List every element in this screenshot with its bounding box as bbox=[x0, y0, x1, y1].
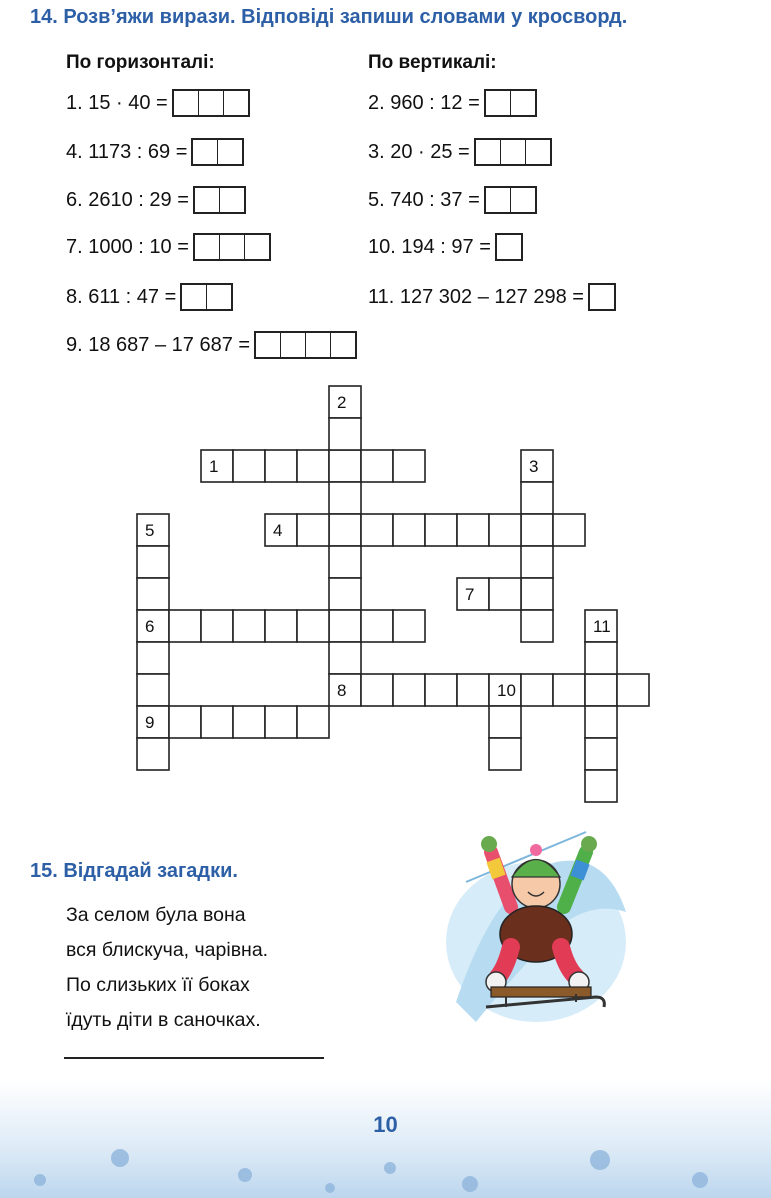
crossword-cell[interactable] bbox=[585, 642, 617, 674]
crossword-cell[interactable] bbox=[329, 546, 361, 578]
answer-line[interactable] bbox=[64, 1057, 324, 1059]
crossword-cell[interactable] bbox=[585, 770, 617, 802]
crossword-cell[interactable] bbox=[617, 674, 649, 706]
crossword-cell[interactable] bbox=[297, 450, 329, 482]
crossword-cell[interactable] bbox=[137, 642, 169, 674]
crossword-clue-number: 6 bbox=[145, 617, 155, 636]
expression-text: 4. 1173 : 69 = bbox=[66, 140, 188, 163]
crossword-cell[interactable] bbox=[169, 706, 201, 738]
crossword-cell[interactable] bbox=[521, 578, 553, 610]
snow-footer bbox=[0, 1080, 771, 1198]
crossword-cell[interactable] bbox=[329, 450, 361, 482]
expression-text: 5. 740 : 37 = bbox=[368, 188, 480, 211]
crossword-cell[interactable] bbox=[489, 738, 521, 770]
crossword-cell[interactable] bbox=[265, 450, 297, 482]
crossword-cell[interactable] bbox=[137, 578, 169, 610]
crossword-cell[interactable] bbox=[361, 610, 393, 642]
crossword-cell[interactable] bbox=[169, 610, 201, 642]
crossword-cell[interactable] bbox=[585, 674, 617, 706]
crossword-clue-number: 3 bbox=[529, 457, 539, 476]
crossword-cell[interactable] bbox=[521, 546, 553, 578]
crossword-cell[interactable] bbox=[553, 514, 585, 546]
crossword-cell[interactable] bbox=[393, 610, 425, 642]
crossword-cell[interactable] bbox=[585, 738, 617, 770]
crossword-cell[interactable] bbox=[521, 482, 553, 514]
crossword-cell[interactable] bbox=[329, 578, 361, 610]
riddle-text bbox=[66, 898, 268, 1038]
crossword-cell[interactable] bbox=[329, 418, 361, 450]
page-number: 10 bbox=[373, 1112, 398, 1137]
expression-text: 6. 2610 : 29 = bbox=[66, 188, 189, 211]
crossword-cell[interactable] bbox=[361, 514, 393, 546]
crossword-cell[interactable] bbox=[265, 706, 297, 738]
crossword-cell[interactable] bbox=[329, 610, 361, 642]
crossword-cell[interactable] bbox=[233, 610, 265, 642]
crossword-clue-number: 2 bbox=[337, 393, 347, 412]
crossword-cell[interactable] bbox=[457, 674, 489, 706]
crossword-cell[interactable] bbox=[361, 674, 393, 706]
vertical-header: По вертикалі: bbox=[368, 52, 497, 73]
sled-child-illustration bbox=[436, 822, 636, 1032]
crossword-cell[interactable] bbox=[297, 514, 329, 546]
crossword-clue-number: 1 bbox=[209, 457, 219, 476]
crossword-cell[interactable] bbox=[521, 514, 553, 546]
crossword-cell[interactable] bbox=[521, 610, 553, 642]
riddle-line: По слизьких її боках bbox=[66, 974, 250, 996]
expression-text: 7. 1000 : 10 = bbox=[66, 235, 189, 258]
riddle-line: За селом була вона bbox=[66, 904, 246, 926]
crossword-cell[interactable] bbox=[233, 450, 265, 482]
crossword-cell[interactable] bbox=[489, 706, 521, 738]
crossword-cell[interactable] bbox=[393, 514, 425, 546]
expression-text: 9. 18 687 – 17 687 = bbox=[66, 333, 251, 356]
crossword-clue-number: 10 bbox=[497, 681, 516, 700]
expression-text: 8. 611 : 47 = bbox=[66, 285, 177, 308]
crossword-clue-number: 8 bbox=[337, 681, 347, 700]
crossword-cell[interactable] bbox=[393, 674, 425, 706]
crossword-cell[interactable] bbox=[521, 674, 553, 706]
expression-text: 11. 127 302 – 127 298 = bbox=[368, 285, 584, 308]
crossword-cell[interactable] bbox=[297, 610, 329, 642]
expression-text: 10. 194 : 97 = bbox=[368, 235, 491, 258]
task-14-title: 14. Розв’яжи вирази. Відповіді запиши словами у кросворд. bbox=[30, 6, 628, 28]
crossword-cell[interactable] bbox=[329, 482, 361, 514]
crossword-cell[interactable] bbox=[425, 514, 457, 546]
crossword-cell[interactable] bbox=[393, 450, 425, 482]
crossword-clue-number: 5 bbox=[145, 521, 155, 540]
crossword-cell[interactable] bbox=[489, 514, 521, 546]
crossword-cell[interactable] bbox=[297, 706, 329, 738]
expression-text: 1. 15 · 40 = bbox=[66, 91, 168, 114]
crossword-cell[interactable] bbox=[265, 610, 297, 642]
crossword-cell[interactable] bbox=[425, 674, 457, 706]
expression-text: 2. 960 : 12 = bbox=[368, 91, 480, 114]
crossword-clue-number: 11 bbox=[593, 617, 611, 636]
crossword-clue-number: 7 bbox=[465, 585, 475, 604]
expression-text: 3. 20 · 25 = bbox=[368, 140, 470, 163]
crossword-cell[interactable] bbox=[361, 450, 393, 482]
crossword-cell[interactable] bbox=[585, 706, 617, 738]
horizontal-header: По горизонталі: bbox=[66, 52, 215, 73]
crossword-cell[interactable] bbox=[137, 738, 169, 770]
crossword-cell[interactable] bbox=[457, 514, 489, 546]
crossword-cell[interactable] bbox=[489, 578, 521, 610]
crossword-cell[interactable] bbox=[201, 706, 233, 738]
riddle-line: вся блискуча, чарівна. bbox=[66, 939, 269, 961]
crossword-clue-number: 4 bbox=[273, 521, 283, 540]
crossword-cell[interactable] bbox=[201, 610, 233, 642]
crossword-cell[interactable] bbox=[137, 546, 169, 578]
crossword-cell[interactable] bbox=[553, 674, 585, 706]
crossword-cell[interactable] bbox=[137, 674, 169, 706]
riddle-line: їдуть діти в саночках. bbox=[66, 1009, 261, 1031]
crossword-clue-number: 9 bbox=[145, 713, 155, 732]
crossword-cell[interactable] bbox=[329, 642, 361, 674]
crossword-cell[interactable] bbox=[329, 514, 361, 546]
crossword-cell[interactable] bbox=[233, 706, 265, 738]
task-15-title: 15. Відгадай загадки. bbox=[30, 860, 238, 882]
